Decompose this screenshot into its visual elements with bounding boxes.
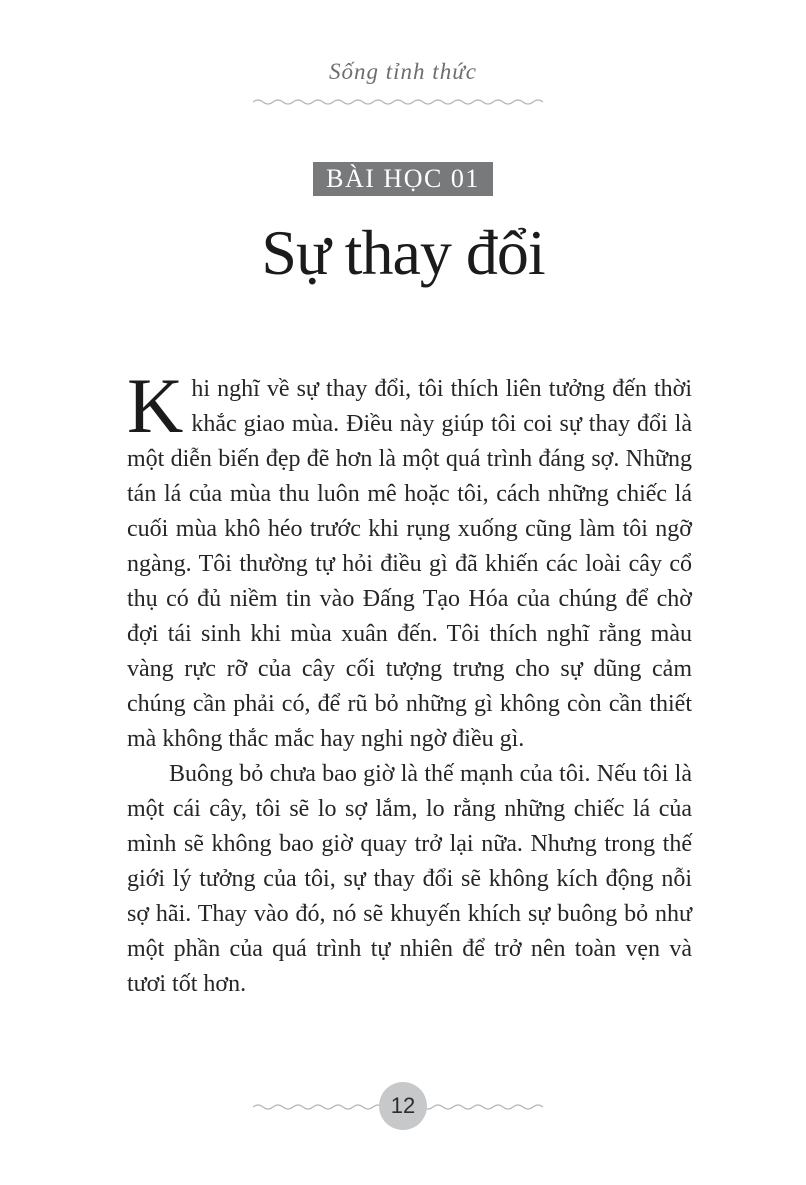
wavy-divider-icon [253, 96, 553, 106]
running-title: Sống tỉnh thức [329, 59, 477, 84]
body-text [127, 362, 692, 1002]
chapter-badge: BÀI HỌC 01 [313, 162, 493, 196]
page-number: 12 [390, 1093, 416, 1118]
page-footer [253, 1082, 553, 1130]
page-number-badge [379, 1082, 427, 1130]
dropcap-letter: K [127, 362, 184, 449]
chapter-badge-row [0, 162, 806, 196]
paragraph-1 [127, 362, 692, 757]
paragraph-1-text: hi nghĩ về sự thay đổi, tôi thích liên tưởng đến thời khắc giao mùa. Điều này giúp tôi coi sự thay đổi là một diễn biến đẹp đẽ hơn là một quá trình đáng sợ. Những tán lá của mùa thu luôn mê hoặc tôi, cách những chiếc lá cuối mùa khô héo trước khi rụng xuống cũng làm tôi ngỡ ngàng. Tôi thường tự hỏi điều gì đã khiến các loài cây cổ thụ có đủ niềm tin vào Đấng Tạo Hóa của chúng để chờ đợi tái sinh khi mùa xuân đến. Tôi thích nghĩ rằng màu vàng rực rỡ của cây cối tượng trưng cho sự dũng cảm chúng cần phải có, để rũ bỏ những gì không còn cần thiết mà không thắc mắc hay nghi ngờ điều gì. [127, 376, 692, 752]
running-header [0, 0, 806, 106]
chapter-title: Sự thay đổi [261, 217, 545, 288]
paragraph-2: Buông bỏ chưa bao giờ là thế mạnh của tôi. Nếu tôi là một cái cây, tôi sẽ lo sợ lắm, lo rằng những chiếc lá của mình sẽ không bao giờ quay trở lại nữa. Nhưng trong thế giới lý tưởng của tôi, sự thay đổi sẽ không kích động nỗi sợ hãi. Thay vào đó, nó sẽ khuyến khích sự buông bỏ như một phần của quá trình tự nhiên để trở nên toàn vẹn và tươi tốt hơn. [127, 761, 692, 997]
